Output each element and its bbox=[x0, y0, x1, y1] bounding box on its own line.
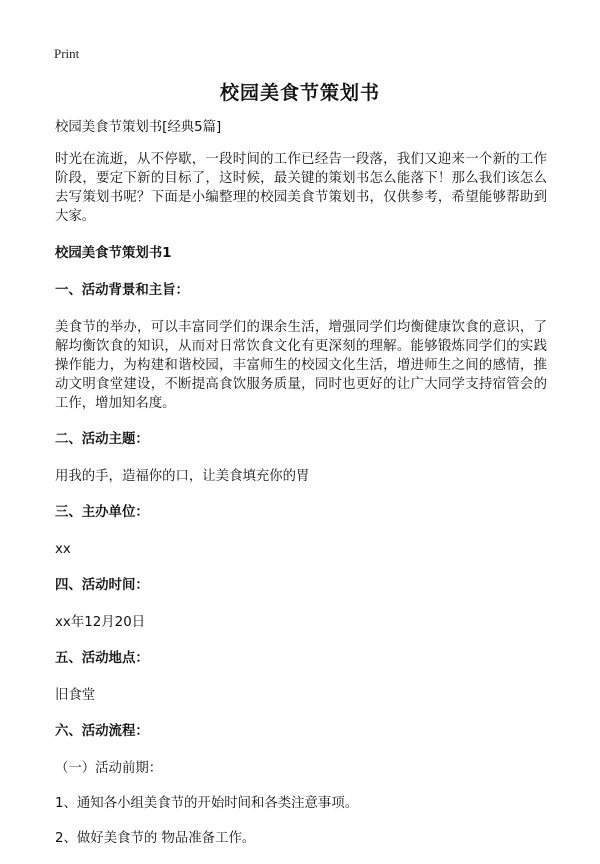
section-6-item: 1、通知各小组美食节的开始时间和各类注意事项。 bbox=[55, 796, 359, 811]
intro-paragraph: 时光在流逝，从不停歇，一段时间的工作已经告一段落，我们又迎来一个新的工作阶段，要定下新的目标了，这时候，最关键的策划书怎么能落下！那么我们该怎么去写策划书呢？下面是小编整理的校园美食节策划书，仅供参考，希望能够帮助到大家。 bbox=[55, 152, 547, 224]
section-3-heading: 三、主办单位： bbox=[55, 505, 149, 520]
section-6-item: 2、做好美食节的 物品准备工作。 bbox=[55, 831, 256, 846]
section-6-heading: 六、活动流程： bbox=[55, 724, 149, 739]
section-3-body: xx bbox=[55, 542, 71, 557]
section-title: 校园美食节策划书1 bbox=[55, 246, 172, 261]
section-5-body: 旧食堂 bbox=[55, 688, 96, 703]
section-2-body: 用我的手，造福你的口，让美食填充你的胃 bbox=[55, 469, 310, 484]
section-1-body: 美食节的举办，可以丰富同学们的课余生活，增强同学们均衡健康饮食的意识，了解均衡饮食的知识，从而对日常饮食文化有更深刻的理解。能够锻炼同学们的实践操作能力，为构建和谐校园，丰富师生的校园文化生活，增进师生之间的感情，推动文明食堂建设，不断提高食饮服务质量，同时也更好的让广大同学支持宿管会的工作，增加知名度。 bbox=[55, 320, 547, 411]
section-1-heading: 一、活动背景和主旨： bbox=[55, 283, 189, 298]
document-body bbox=[55, 118, 547, 864]
page-title: 校园美食节策划书 bbox=[219, 82, 380, 104]
document-subtitle: 校园美食节策划书[经典5篇] bbox=[55, 120, 222, 135]
section-4-heading: 四、活动时间： bbox=[55, 578, 149, 593]
section-5-heading: 五、活动地点： bbox=[55, 651, 149, 666]
section-2-heading: 二、活动主题： bbox=[55, 432, 149, 447]
print-link[interactable]: Print bbox=[54, 46, 80, 61]
section-4-body: xx年12月20日 bbox=[55, 615, 146, 630]
section-6-subheading: （一）活动前期： bbox=[55, 761, 163, 776]
